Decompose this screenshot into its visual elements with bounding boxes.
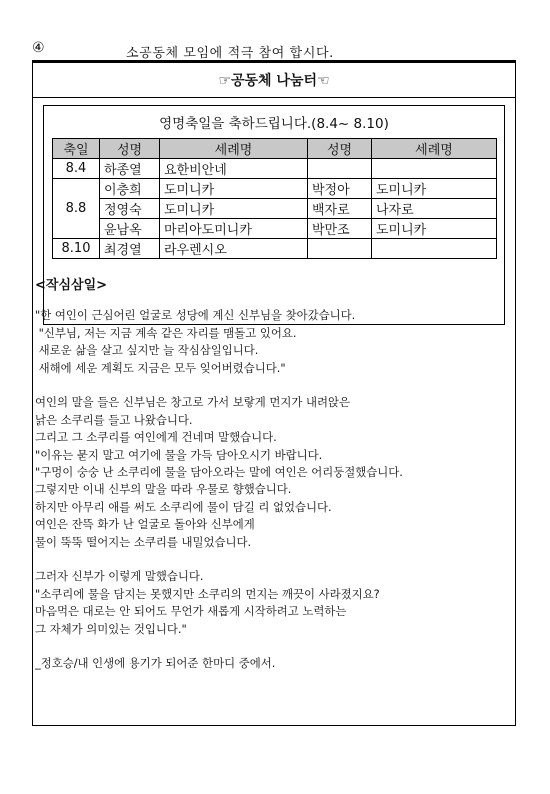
column-header: 축일 bbox=[53, 139, 100, 159]
story-line: 여인의 말을 들은 신부님은 창고로 가서 보랗게 먼지가 내려앉은 bbox=[35, 395, 351, 410]
baptismal-name-cell bbox=[372, 159, 497, 179]
story-line: 하지만 아무리 애를 써도 소쿠리에 물이 담길 리 없었습니다. bbox=[35, 499, 332, 514]
baptismal-name-cell: 라우렌시오 bbox=[160, 239, 308, 259]
name-cell: 윤남옥 bbox=[100, 219, 160, 239]
baptismal-name-cell: 도미니카 bbox=[372, 179, 497, 199]
table-header-row bbox=[53, 139, 497, 159]
story-line: 마음먹은 대로는 안 되어도 무언가 새롭게 시작하려고 노력하는 bbox=[35, 604, 347, 619]
story-line: 물이 뚝뚝 떨어지는 소쿠리를 내밀었습니다. bbox=[35, 534, 252, 549]
baptismal-name-cell: 도미니카 bbox=[160, 199, 308, 219]
section-banner: ☞공동체 나눔터☜ bbox=[33, 63, 515, 98]
content-frame bbox=[32, 62, 516, 726]
column-header: 성명 bbox=[100, 139, 160, 159]
feast-date-cell: 8.10 bbox=[53, 239, 100, 259]
column-header: 세례명 bbox=[372, 139, 497, 159]
story-line: 새로운 삶을 살고 싶지만 늘 작심삼일입니다. bbox=[35, 343, 259, 358]
story-body bbox=[35, 277, 513, 673]
feast-date-cell: 8.4 bbox=[53, 159, 100, 179]
table-row bbox=[53, 179, 497, 199]
story-line: "신부님, 저는 지금 계속 같은 자리를 맴돌고 있어요. bbox=[35, 325, 297, 340]
feast-day-table bbox=[52, 138, 497, 259]
name-cell bbox=[308, 159, 372, 179]
story-line: 그러자 신부가 이렇게 말했습니다. bbox=[35, 569, 204, 584]
table-row bbox=[53, 239, 497, 259]
table-row bbox=[53, 159, 497, 179]
feast-day-title: 영명축일을 축하드립니다.(8.4~ 8.10) bbox=[159, 116, 389, 132]
name-cell: 백자로 bbox=[308, 199, 372, 219]
table-row bbox=[53, 219, 497, 239]
story-line: 낡은 소쿠리를 들고 나왔습니다. bbox=[35, 412, 193, 427]
name-cell bbox=[308, 239, 372, 259]
story-line: 새해에 세운 계획도 지금은 모두 잊어버렸습니다." bbox=[35, 360, 286, 375]
story-line: "이유는 묻지 말고 여기에 물을 가득 담아오시기 바랍니다. bbox=[35, 447, 323, 462]
story-line: 여인은 잔뜩 화가 난 얼굴로 돌아와 신부에게 bbox=[35, 517, 255, 532]
baptismal-name-cell: 도미니카 bbox=[372, 219, 497, 239]
baptismal-name-cell: 요한비안네 bbox=[160, 159, 308, 179]
story-line: "구멍이 숭숭 난 소쿠리에 물을 담아오라는 말에 여인은 어리둥절했습니다. bbox=[35, 465, 403, 480]
name-cell: 박정아 bbox=[308, 179, 372, 199]
story-line: "한 여인이 근심어린 얼굴로 성당에 계신 신부님을 찾아갔습니다. bbox=[35, 308, 356, 323]
story-line: 그리고 그 소쿠리를 여인에게 건네며 말했습니다. bbox=[35, 430, 277, 445]
header-slogan: 소공동체 모임에 적극 참여 합시다. bbox=[126, 46, 334, 61]
column-header: 성명 bbox=[308, 139, 372, 159]
story-line: 그렇지만 이내 신부의 말을 따라 우물로 향했습니다. bbox=[35, 482, 292, 497]
baptismal-name-cell bbox=[372, 239, 497, 259]
baptismal-name-cell: 나자로 bbox=[372, 199, 497, 219]
name-cell: 최경열 bbox=[100, 239, 160, 259]
table-row bbox=[53, 199, 497, 219]
story-line: "소쿠리에 물을 담지는 못했지만 소쿠리의 먼지는 깨끗이 사라졌지요? bbox=[35, 586, 380, 601]
baptismal-name-cell: 도미니카 bbox=[160, 179, 308, 199]
story-line: 그 자체가 의미있는 것입니다." bbox=[35, 621, 187, 636]
baptismal-name-cell: 마리아도미니카 bbox=[160, 219, 308, 239]
name-cell: 박만조 bbox=[308, 219, 372, 239]
page-number: ④ bbox=[32, 40, 45, 56]
story-source: _정호승/내 인생에 용기가 되어준 한마디 중에서. bbox=[35, 656, 276, 671]
story-heading: <작심삼일> bbox=[35, 278, 108, 293]
name-cell: 정영숙 bbox=[100, 199, 160, 219]
column-header: 세례명 bbox=[160, 139, 308, 159]
name-cell: 하종열 bbox=[100, 159, 160, 179]
feast-date-cell: 8.8 bbox=[53, 179, 100, 239]
name-cell: 이충희 bbox=[100, 179, 160, 199]
